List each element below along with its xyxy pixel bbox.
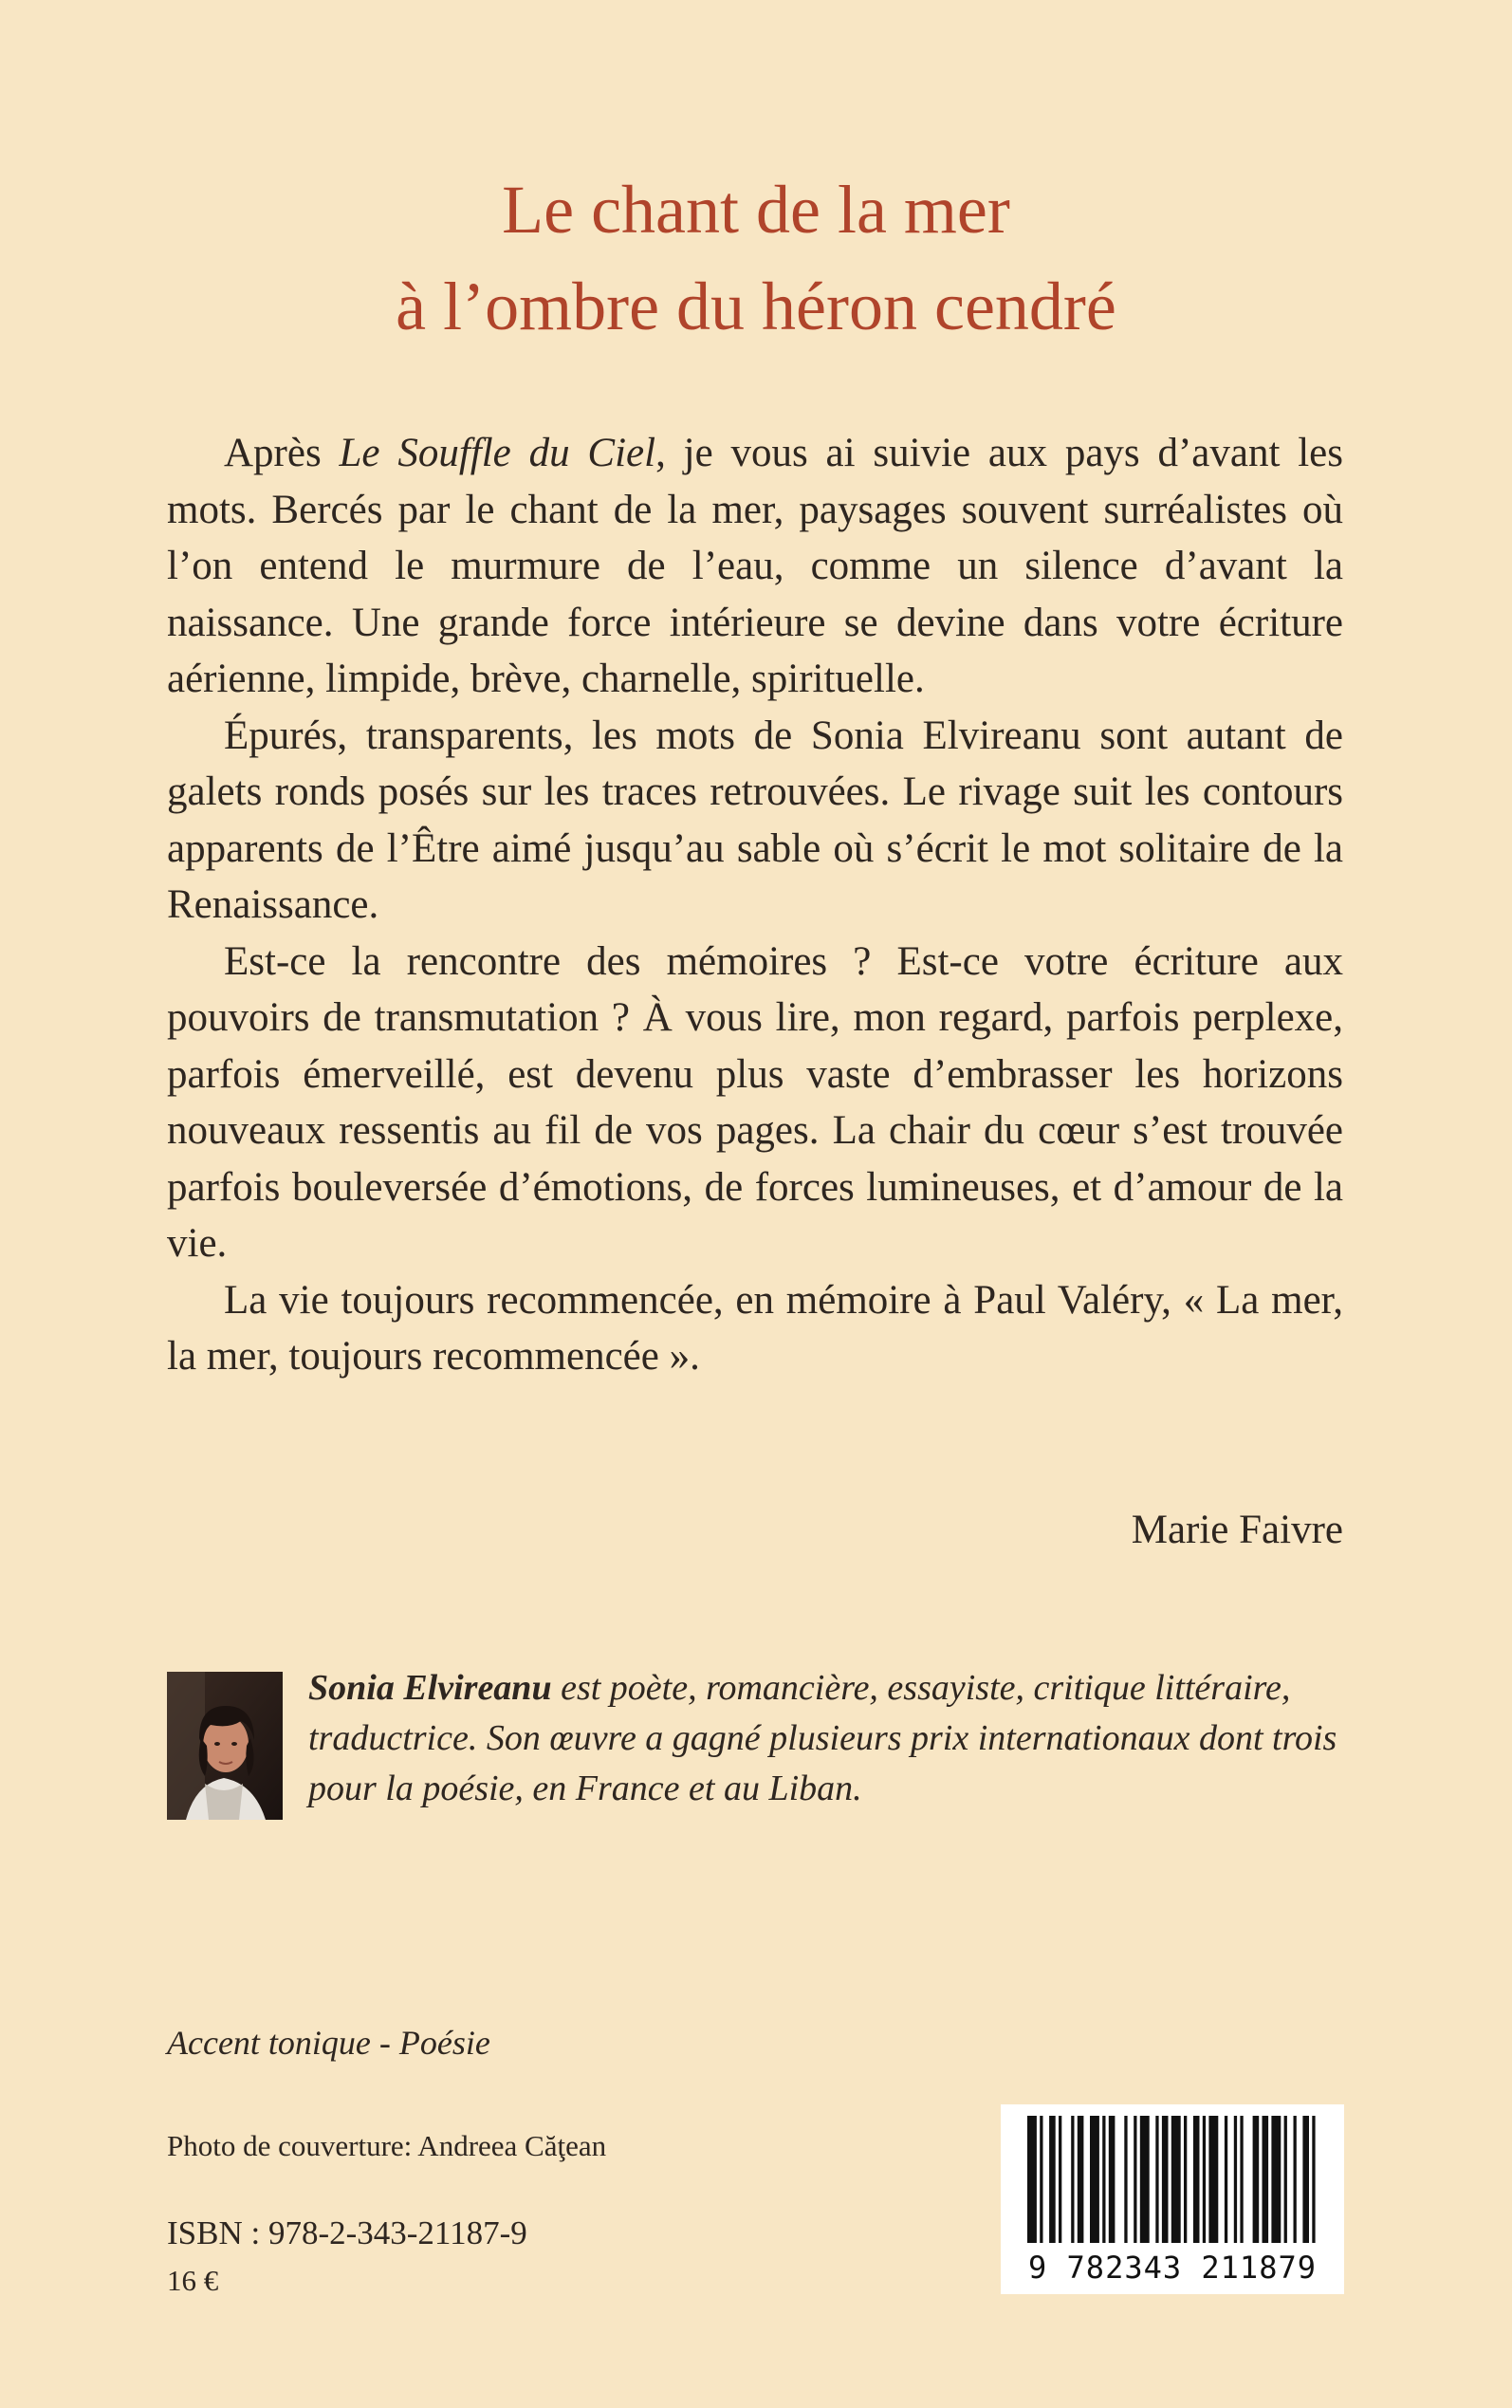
cited-book-title: Le Souffle du Ciel <box>339 431 656 475</box>
barcode <box>1001 2104 1344 2294</box>
author-bio <box>308 1663 1347 1814</box>
title-line-1: Le chant de la mer <box>502 172 1010 248</box>
signature: Marie Faivre <box>1131 1508 1343 1552</box>
paragraph-1-rest: , je vous ai suivie aux pays d’avant les mots. Bercés par le chant de la mer, paysages souvent surréalistes où l’on entend le murmure de l’eau, comme un silence d’avant la naissance. Une grande force intérieure se devine dans votre écriture aérienne, limpide, brève, charnelle, spirituelle. <box>167 431 1343 701</box>
paragraph-3: Est-ce la rencontre des mémoires ? Est-ce votre écriture aux pouvoirs de transmutation ? À vous lire, mon regard, parfois perplexe, parfois émerveillé, est devenu plus vaste d’embrasser les horizons nouveaux ressentis au fil de vos pages. La chair du cœur s’est trouvée parfois bouleversée d’émotions, de forces lumineuses, et d’amour de la vie. <box>167 938 1343 1266</box>
back-cover-text <box>167 425 1343 1385</box>
barcode-icon <box>1001 2104 1344 2247</box>
author-name: Sonia Elvireanu <box>308 1668 552 1708</box>
barcode-digits: 9 782343 211879 <box>1028 2250 1317 2286</box>
book-title <box>0 161 1512 355</box>
isbn: ISBN : 978-2-343-21187-9 <box>167 2214 527 2251</box>
title-line-2: à l’ombre du héron cendré <box>396 269 1116 344</box>
paragraph-1 <box>167 425 1343 708</box>
paragraph-1-start: Après <box>224 431 340 475</box>
price: 16 € <box>167 2264 219 2297</box>
author-bio-text: est poète, romancière, essayiste, critique littéraire, traductrice. Son œuvre a gagné plusieurs prix internationaux dont trois pour la poésie, en France et au Liban. <box>308 1668 1337 1808</box>
paragraph-2: Épurés, transparents, les mots de Sonia Elvireanu sont autant de galets ronds posés sur les traces retrouvées. Le rivage suit les contours apparents de l’Être aimé jusqu’au sable où s’écrit le mot solitaire de la Renaissance. <box>167 713 1343 927</box>
author-portrait-icon <box>167 1672 283 1820</box>
author-photo <box>167 1672 283 1820</box>
collection-name: Accent tonique - Poésie <box>167 2024 490 2062</box>
paragraph-4: La vie toujours recommencée, en mémoire à Paul Valéry, « La mer, la mer, toujours recommencée ». <box>167 1277 1343 1379</box>
photo-credit: Photo de couverture: Andreea Căţean <box>167 2129 607 2162</box>
